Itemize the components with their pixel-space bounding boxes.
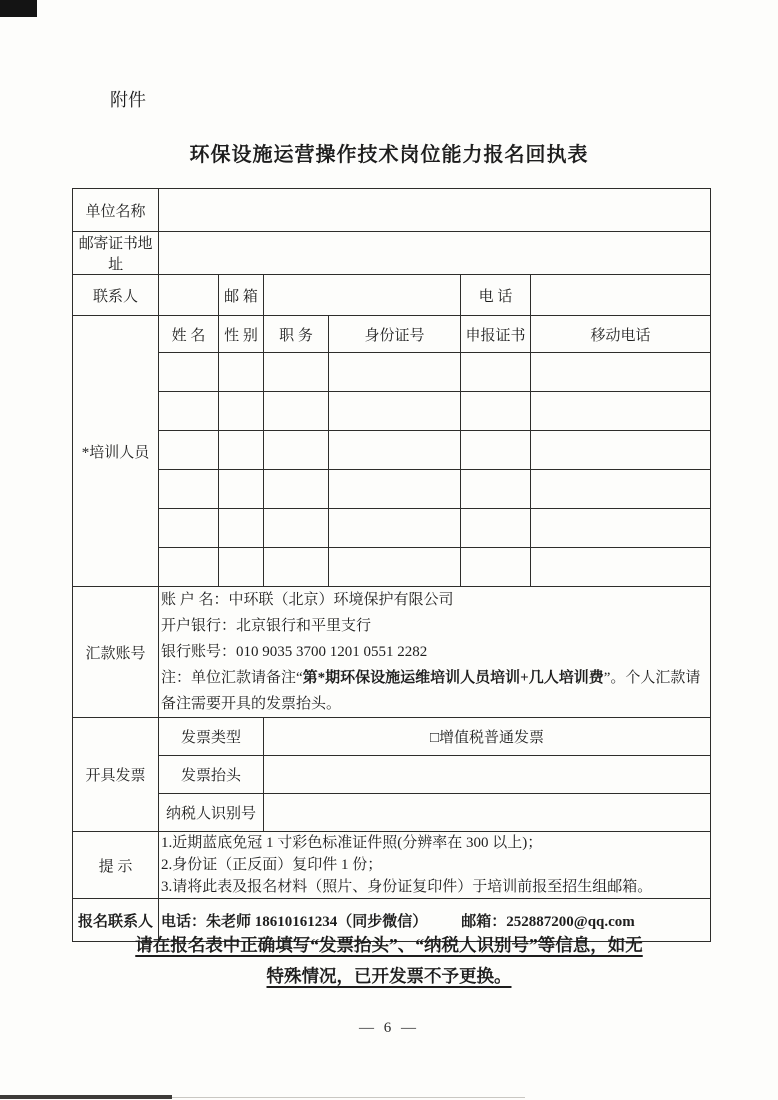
contact-row <box>73 275 711 316</box>
trainee-cell <box>461 353 531 392</box>
phone-label: 电 话 <box>461 275 531 316</box>
trainee-cell <box>531 431 711 470</box>
trainee-cell <box>461 509 531 548</box>
invoice-title-field <box>264 756 711 794</box>
contact-email-field <box>264 275 461 316</box>
remittance-details <box>159 587 711 718</box>
invoice-type-row <box>73 718 711 756</box>
trainee-cell <box>219 392 264 431</box>
registration-contact-label: 报名联系人 <box>73 899 159 942</box>
tip-item: 2.身份证（正反面）复印件 1 份； <box>161 857 383 873</box>
invoice-title-label: 发票抬头 <box>159 756 264 794</box>
trainee-cell <box>531 548 711 587</box>
remittance-note-prefix: 注：单位汇款请备注“ <box>161 670 303 686</box>
invoice-type-label: 发票类型 <box>159 718 264 756</box>
scan-artifact-top-left <box>0 0 37 17</box>
tips-label: 提 示 <box>73 832 159 899</box>
registration-contact-email: 邮箱：252887200@qq.com <box>461 913 635 930</box>
taxpayer-id-row <box>73 794 711 832</box>
footer-notice <box>0 930 778 992</box>
page-number: — 6 — <box>359 1020 419 1036</box>
remittance-note-bold: 第*期环保设施运维培训人员培训+几人培训费 <box>302 670 604 686</box>
scan-artifact-bottom-left <box>0 1095 172 1099</box>
trainee-cell <box>264 470 329 509</box>
trainee-cell <box>531 509 711 548</box>
mailing-address-row <box>73 232 711 275</box>
unit-name-row <box>73 189 711 232</box>
trainee-col-id-number: 身份证号 <box>329 316 461 353</box>
remittance-note-suffix: ”。个人汇款请备注需要开具的发票抬头。 <box>161 670 701 712</box>
contact-label: 联系人 <box>73 275 159 316</box>
trainee-cell <box>219 548 264 587</box>
taxpayer-id-field <box>264 794 711 832</box>
registration-contact-phone: 电话：朱老师 18610161234（同步微信） <box>161 913 428 930</box>
trainee-cell <box>264 431 329 470</box>
trainee-col-certificate: 申报证书 <box>461 316 531 353</box>
trainee-col-name: 姓 名 <box>159 316 219 353</box>
taxpayer-id-label: 纳税人识别号 <box>159 794 264 832</box>
trainee-cell <box>329 548 461 587</box>
remittance-bank: 开户银行：北京银行和平里支行 <box>161 618 372 634</box>
trainee-cell <box>531 353 711 392</box>
trainee-cell <box>264 353 329 392</box>
invoice-type-checkbox-option: □增值税普通发票 <box>264 718 711 756</box>
trainees-label: *培训人员 <box>73 316 159 587</box>
remittance-label: 汇款账号 <box>73 587 159 718</box>
trainee-cell <box>159 470 219 509</box>
trainee-cell <box>329 392 461 431</box>
trainee-row <box>73 509 711 548</box>
trainee-cell <box>264 548 329 587</box>
trainee-row <box>73 548 711 587</box>
trainee-cell <box>219 509 264 548</box>
trainee-row <box>73 353 711 392</box>
trainee-cell <box>329 431 461 470</box>
trainee-cell <box>219 431 264 470</box>
trainee-cell <box>159 509 219 548</box>
attachment-label: 附件 <box>110 90 146 110</box>
trainee-cell <box>219 470 264 509</box>
trainee-cell <box>264 392 329 431</box>
trainee-col-gender: 性 别 <box>219 316 264 353</box>
unit-name-field <box>159 189 711 232</box>
contact-name-field <box>159 275 219 316</box>
trainee-cell <box>264 509 329 548</box>
registration-form-table <box>72 188 711 942</box>
remittance-note <box>161 665 708 717</box>
trainee-col-mobile: 移动电话 <box>531 316 711 353</box>
trainee-col-position: 职 务 <box>264 316 329 353</box>
trainee-cell <box>329 509 461 548</box>
footer-notice-line2: 特殊情况，已开发票不予更换。 <box>266 966 512 986</box>
page-title: 环保设施运营操作技术岗位能力报名回执表 <box>189 144 589 166</box>
trainee-row <box>73 431 711 470</box>
remittance-row <box>73 587 711 718</box>
mailing-address-field <box>159 232 711 275</box>
tips-row <box>73 832 711 899</box>
tips-content <box>159 832 711 899</box>
trainee-cell <box>159 353 219 392</box>
invoice-label: 开具发票 <box>73 718 159 832</box>
trainee-row <box>73 392 711 431</box>
unit-name-label: 单位名称 <box>73 189 159 232</box>
trainee-cell <box>159 548 219 587</box>
trainee-cell <box>531 392 711 431</box>
trainee-cell <box>219 353 264 392</box>
trainee-cell <box>461 548 531 587</box>
footer-notice-line1: 请在报名表中正确填写“发票抬头”、“纳税人识别号”等信息，如无 <box>135 935 643 955</box>
mailing-address-label: 邮寄证书地址 <box>73 232 159 275</box>
trainee-cell <box>159 392 219 431</box>
email-label: 邮 箱 <box>219 275 264 316</box>
trainee-cell <box>531 470 711 509</box>
trainee-cell <box>329 353 461 392</box>
trainee-cell <box>159 431 219 470</box>
remittance-account-name: 账 户 名：中环联（北京）环境保护有限公司 <box>161 592 454 608</box>
trainee-cell <box>461 392 531 431</box>
contact-phone-field <box>531 275 711 316</box>
trainee-row <box>73 470 711 509</box>
remittance-account-number: 银行账号：010 9035 3700 1201 0551 2282 <box>161 644 428 660</box>
trainee-cell <box>461 470 531 509</box>
trainee-header-row <box>73 316 711 353</box>
tip-item: 3.请将此表及报名材料（照片、身份证复印件）于培训前报至招生组邮箱。 <box>161 879 653 895</box>
invoice-title-row <box>73 756 711 794</box>
tip-item: 1.近期蓝底免冠 1 寸彩色标准证件照(分辨率在 300 以上)； <box>161 835 543 851</box>
trainee-cell <box>329 470 461 509</box>
trainee-cell <box>461 431 531 470</box>
